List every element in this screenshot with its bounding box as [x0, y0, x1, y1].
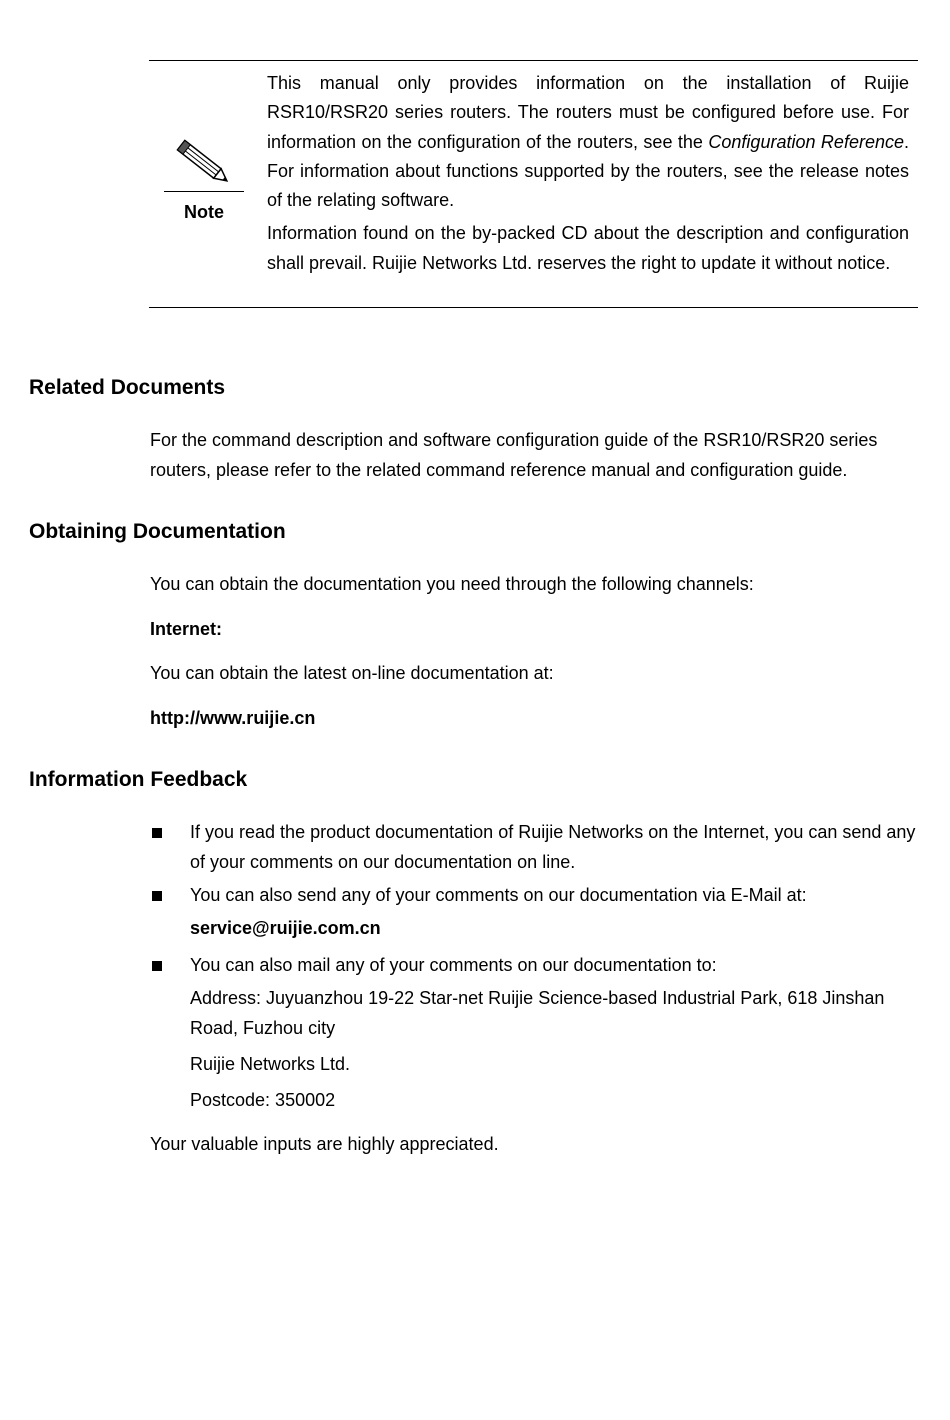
- documentation-url-link[interactable]: http://www.ruijie.cn: [150, 708, 316, 728]
- feedback-bullet-text: You can also send any of your comments on our documentation via E-Mail at:: [190, 885, 807, 905]
- note-rule: [164, 191, 244, 192]
- related-documents-text: For the command description and software configuration guide of the RSR10/RSR20 series routers, please refer to the related command reference manual and configuration guide.: [150, 430, 878, 480]
- related-documents-heading: Related Documents: [29, 376, 226, 399]
- square-bullet-icon: [152, 891, 162, 901]
- feedback-bullet: [150, 881, 918, 911]
- square-bullet-icon: [152, 961, 162, 971]
- feedback-bullet: [150, 818, 918, 877]
- feedback-bullet-text: You can also mail any of your comments on our documentation to:: [190, 955, 717, 975]
- note-paragraph-1: [267, 69, 909, 215]
- note-p1-a: This manual only provides information on the installation of Ruijie RSR10/RSR20 series routers. The routers must be configured before use. For information on the configuration of the routers, see the: [267, 73, 909, 152]
- configuration-reference-title: Configuration Reference: [708, 131, 904, 152]
- feedback-bullet: [150, 951, 918, 981]
- note-icon-area: [163, 137, 245, 223]
- obtaining-documentation-heading: Obtaining Documentation: [29, 520, 286, 543]
- postcode: Postcode: 350002: [190, 1090, 336, 1110]
- note-label: Note: [184, 202, 224, 222]
- feedback-email-link[interactable]: service@ruijie.com.cn: [190, 918, 381, 938]
- mailing-address: Address: Juyuanzhou 19-22 Star-net Ruijie Science-based Industrial Park, 618 Jinshan Road, Fuzhou city: [190, 988, 885, 1038]
- closing-text: Your valuable inputs are highly appreciated.: [150, 1134, 499, 1154]
- note-box: [149, 60, 918, 308]
- feedback-bullet-text: If you read the product documentation of Ruijie Networks on the Internet, you can send any of your comments on our documentation on line.: [190, 822, 916, 872]
- note-paragraph-2: Information found on the by-packed CD about the description and configuration shall prevail. Ruijie Networks Ltd. reserves the right to update it without notice.: [267, 223, 909, 273]
- company-name: Ruijie Networks Ltd.: [190, 1054, 351, 1074]
- internet-label: Internet:: [150, 619, 222, 639]
- note-p1-b: . For information about functions supported by the routers, see the release notes of the relating software.: [267, 131, 909, 211]
- square-bullet-icon: [152, 828, 162, 838]
- latest-documentation-text: You can obtain the latest on-line documentation at:: [150, 663, 554, 683]
- obtaining-intro: You can obtain the documentation you need through the following channels:: [150, 574, 754, 594]
- note-text: [267, 69, 909, 278]
- information-feedback-heading: Information Feedback: [29, 768, 248, 791]
- pencil-icon: [173, 137, 235, 189]
